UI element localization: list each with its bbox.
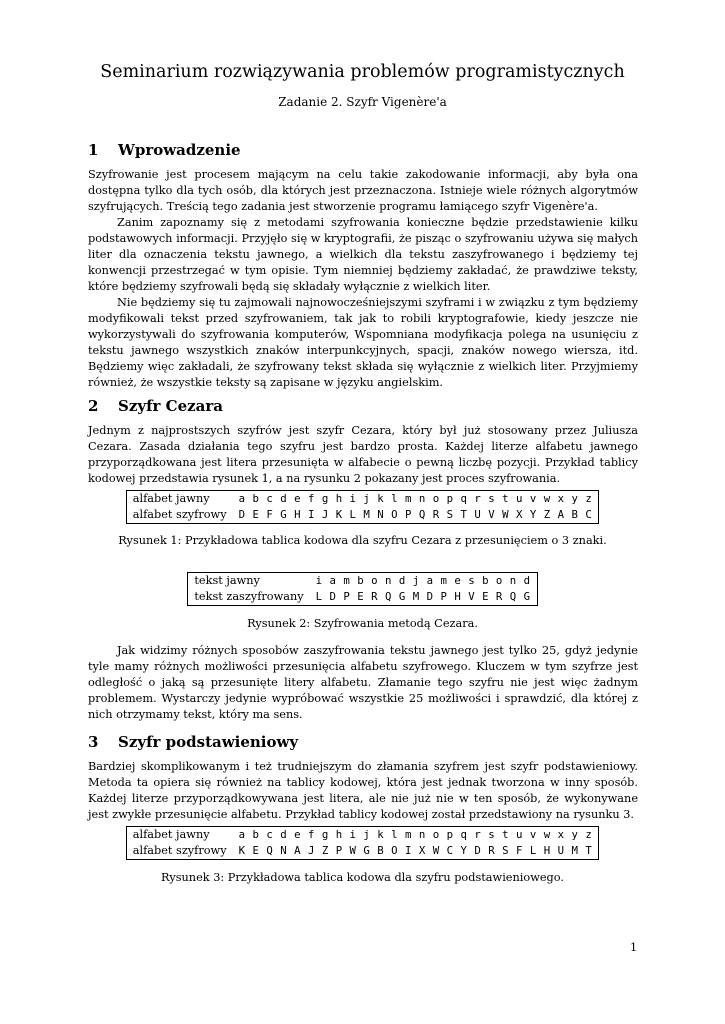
section-title: Wprowadzenie <box>118 141 241 159</box>
row-sequence: a b c d e f g h i j k l m n o p q r s t u v w x y z <box>238 492 593 505</box>
paragraph: Nie będziemy się tu zajmowali najnowocześniejszymi szyframi i w związku z tym będziemy modyfikowali tekst przed szyfrowaniem, tak jak to robili kryptografowie, kiedy jeszcze nie wykorzystywali do szyfrowania komputerów, Wspomniana modyfikacja polega na usunięciu z tekstu jawnego wszystkich znaków interpunkcyjnych, spacji, znaków nowego wiersza, itd. Będziemy więc zakładali, że szyfrowany tekst składa się wyłącznie z wielkich liter. Przyjmiemy również, że wszystkie teksty są zapisane w języku angielskim. <box>88 296 638 389</box>
section-number: 1 <box>88 141 99 159</box>
row-sequence: i a m b o n d j a m e s b o n d <box>315 574 531 587</box>
page-number: 1 <box>630 941 638 954</box>
document-title: Seminarium rozwiązywania problemów programistycznych <box>100 62 625 82</box>
table-row <box>126 491 599 508</box>
table-row <box>126 843 599 860</box>
table-row <box>126 507 599 524</box>
row-sequence: K E Q N A J Z P W G B O I X W C Y D R S F L H U M T <box>238 844 593 857</box>
figure-1 <box>0 490 725 524</box>
document-subtitle: Zadanie 2. Szyfr Vigenère'a <box>278 95 447 109</box>
row-label: alfabet jawny <box>132 492 210 505</box>
section-title: Szyfr podstawieniowy <box>118 733 299 751</box>
section-heading <box>88 397 638 415</box>
section-title: Szyfr Cezara <box>118 397 223 415</box>
row-label: alfabet szyfrowy <box>132 844 227 857</box>
section-heading <box>88 733 638 751</box>
row-label: tekst zaszyfrowany <box>194 590 304 603</box>
row-label: tekst jawny <box>194 574 260 587</box>
section-caesar-cipher <box>88 397 638 487</box>
table-row <box>126 827 599 844</box>
section-caesar-continued <box>88 643 638 723</box>
paragraph: Bardziej skomplikowanym i też trudniejszym do złamania szyfrem jest szyfr podstawieniowy. Metoda ta opiera się również na tablicy kodowej, która jest jednak tworzona w inny sposób. Każdej literze przyporządkowywana jest litera, ale nie już nie w ten sposób, że wykonywane jest zwykłe przesunięcie alfabetu. Przykład tablicy kodowej został przedstawiony na rysunku 3. <box>88 760 638 821</box>
figure-caption: Rysunek 3: Przykładowa tablica kodowa dla szyfru podstawieniowego. <box>161 871 564 884</box>
code-table <box>187 572 537 606</box>
figure-caption: Rysunek 1: Przykładowa tablica kodowa dla szyfru Cezara z przesunięciem o 3 znaki. <box>118 534 607 547</box>
code-table <box>126 490 600 524</box>
row-sequence: L D P E R Q G M D P H V E R Q G <box>315 590 531 603</box>
row-label: alfabet jawny <box>132 828 210 841</box>
section-number: 2 <box>88 397 99 415</box>
table-row <box>188 589 537 606</box>
figure-caption: Rysunek 2: Szyfrowania metodą Cezara. <box>247 617 478 630</box>
row-sequence: a b c d e f g h i j k l m n o p q r s t u v w x y z <box>238 828 593 841</box>
paragraph: Jak widzimy różnych sposobów zaszyfrowania tekstu jawnego jest tylko 25, gdyż jedynie tyle mamy różnych możliwości przesunięcia alfabetu szyfrowego. Kluczem w tym szyfrze jest odległość o jaką są przesunięte litery alfabetu. Złamanie tego szyfru nie jest więc żadnym problemem. Wystarczy jedynie wypróbować wszystkie 25 możliwości i sprawdzić, dla której z nich otrzymamy tekst, który ma sens. <box>88 644 638 721</box>
section-number: 3 <box>88 733 99 751</box>
code-table <box>126 826 600 860</box>
paragraph: Zanim zapoznamy się z metodami szyfrowania konieczne będzie przedstawienie kilku podstawowych informacji. Przyjęło się w kryptografii, że pisząc o szyfrowaniu używa się małych liter dla oznaczenia tekstu jawnego, a wielkich dla tekstu zaszyfrowanego i będziemy tej konwencji przestrzegać w tym opisie. Tym niemniej będziemy zakładać, że prawdziwe teksty, które będziemy szyfrowali będą się składały wyłącznie z wielkich liter. <box>88 216 638 293</box>
row-sequence: D E F G H I J K L M N O P Q R S T U V W X Y Z A B C <box>238 508 593 521</box>
table-row <box>188 573 537 590</box>
section-substitution-cipher <box>88 733 638 823</box>
figure-3 <box>0 826 725 860</box>
section-introduction <box>88 141 638 391</box>
paragraph: Szyfrowanie jest procesem mającym na celu takie zakodowanie informacji, aby była ona dostępna tylko dla tych osób, dla których jest przeznaczona. Istnieje wiele różnych algorytmów szyfrujących. Treścią tego zadania jest stworzenie programu łamiącego szyfr Vigenère'a. <box>88 168 638 213</box>
row-label: alfabet szyfrowy <box>132 508 227 521</box>
figure-2 <box>0 572 725 606</box>
paragraph: Jednym z najprostszych szyfrów jest szyfr Cezara, który był już stosowany przez Juliusza Cezara. Zasada działania tego szyfru jest bardzo prosta. Każdej literze alfabetu jawnego przyporządkowana jest litera przesunięta w alfabecie o pewną liczbę pozycji. Przykład tablicy kodowej przedstawia rysunek 1, a na rysunku 2 pokazany jest proces szyfrowania. <box>88 424 638 485</box>
section-heading <box>88 141 638 159</box>
